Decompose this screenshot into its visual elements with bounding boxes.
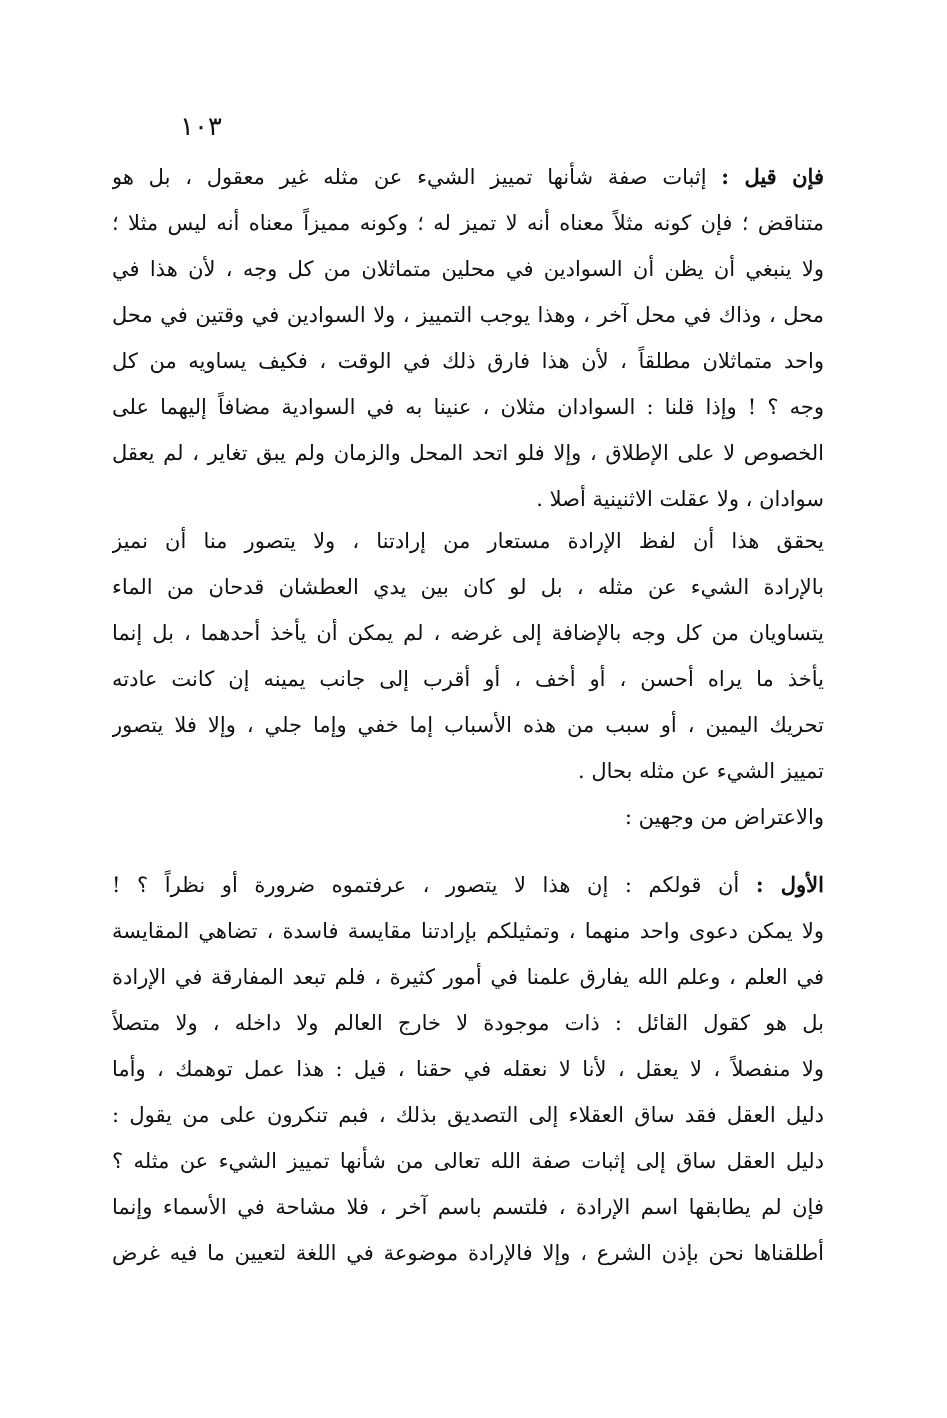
text-line: الخصوص لا على الإطلاق ، وإلا فلو اتحد المحل والزمان ولم يبق تغاير ، لم يعقل — [112, 441, 824, 465]
text-line: متناقض ؛ فإن كونه مثلاً معناه أنه لا تميز له ؛ وكونه مميزاً معناه أنه ليس مثلا ؛ — [112, 211, 824, 235]
text-line — [112, 862, 824, 908]
text-line: تحريك اليمين ، أو سبب من هذه الأسباب إما خفي وإما جلي ، وإلا فلا يتصور — [112, 713, 824, 737]
line-rest: أن قولكم : إن هذا لا يتصور ، عرفتموه ضرورة أو نظراً ؟ ! — [112, 873, 740, 897]
text-line: يتساويان من كل وجه بالإضافة إلى غرضه ، لم يمكن أن يأخذ أحدهما ، بل إنما — [112, 621, 824, 645]
text-line: محل ، وذاك في محل آخر ، وهذا يوجب التمييز ، ولا السوادين في وقتين في محل — [112, 303, 824, 327]
text-line: أطلقناها نحن بإذن الشرع ، وإلا فالإرادة موضوعة في اللغة لتعيين ما فيه غرض — [112, 1241, 824, 1265]
text-line: والاعتراض من وجهين : — [624, 805, 824, 829]
text-line: سوادان ، ولا عقلت الاثنينية أصلا . — [536, 487, 824, 511]
text-line: يأخذ ما يراه أحسن ، أو أخف ، أو أقرب إلى جانب يمينه إن كانت عادته — [112, 667, 824, 691]
paragraph-first-response — [112, 862, 824, 1276]
text-line: في العلم ، وعلم الله يفارق علمنا في أمور كثيرة ، فلم تبعد المفارقة في الإرادة — [112, 965, 824, 989]
text-line: تمييز الشيء عن مثله بحال . — [577, 759, 824, 783]
paragraph-objection-heading — [112, 794, 824, 840]
paragraph-objection — [112, 154, 824, 522]
paragraph-verification — [112, 518, 824, 794]
text-line: بل هو كقول القائل : ذات موجودة لا خارج العالم ولا داخله ، ولا متصلاً — [112, 1011, 824, 1035]
lead-phrase: فإن قيل : — [721, 164, 824, 189]
text-line: ولا منفصلاً ، لا يعقل ، لأنا لا نعقله في حقنا ، قيل : هذا عمل توهمك ، وأما — [112, 1057, 824, 1081]
text-line: وجه ؟ ! وإذا قلنا : السوادان مثلان ، عنينا به في السوادية مضافاً إليهما على — [112, 395, 824, 419]
text-line: يحقق هذا أن لفظ الإرادة مستعار من إرادتنا ، ولا يتصور منا أن نميز — [112, 529, 824, 553]
text-line: ولا ينبغي أن يظن أن السوادين في محلين متماثلان من كل وجه ، لأن هذا في — [112, 257, 824, 281]
text-line: ولا يمكن دعوى واحد منهما ، وتمثيلكم بإرادتنا مقايسة فاسدة ، تضاهي المقايسة — [112, 919, 824, 943]
page-number: ١٠٣ — [180, 112, 222, 142]
text-line: دليل العقل فقد ساق العقلاء إلى التصديق بذلك ، فبم تنكرون على من يقول : — [112, 1103, 824, 1127]
line-rest: إثبات صفة شأنها تمييز الشيء عن مثله غير معقول ، بل هو — [112, 165, 707, 189]
text-line: دليل العقل ساق إلى إثبات صفة الله تعالى من شأنها تمييز الشيء عن مثله ؟ — [112, 1149, 824, 1173]
text-line — [112, 154, 824, 200]
text-line: فإن لم يطابقها اسم الإرادة ، فلتسم باسم آخر ، فلا مشاحة في الأسماء وإنما — [112, 1195, 824, 1219]
text-line: بالإرادة الشيء عن مثله ، بل لو كان بين يدي العطشان قدحان من الماء — [112, 575, 824, 599]
text-line: واحد متماثلان مطلقاً ، لأن هذا فارق ذلك في الوقت ، فكيف يساويه من كل — [112, 349, 824, 373]
lead-phrase: الأول : — [755, 872, 824, 897]
